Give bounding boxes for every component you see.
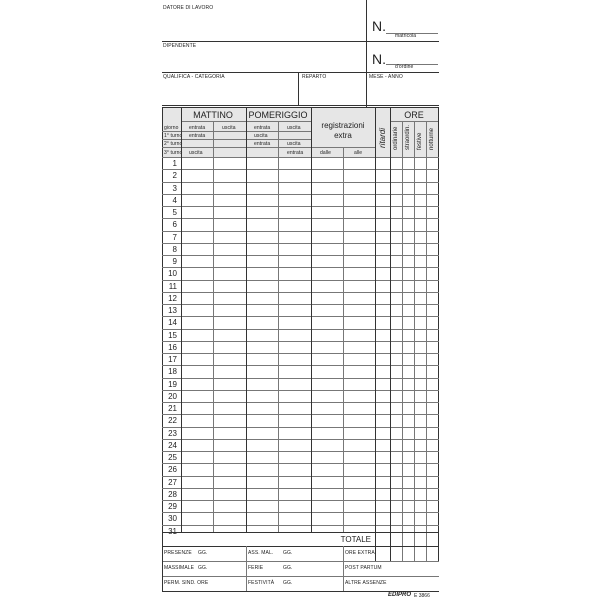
shift-label-1: 1° turno [164, 133, 183, 139]
day-entry-row[interactable] [182, 415, 438, 426]
pomeriggio-giorno-entrata: entrata [254, 125, 271, 131]
day-entry-row[interactable] [182, 305, 438, 316]
ore-col-festive: festive [417, 132, 423, 150]
shift-label-3: 3° turno [164, 150, 183, 156]
ore-header: ORE [404, 110, 424, 120]
perm-sind-label: PERM. SIND. ORE [164, 580, 209, 586]
reparto-label: REPARTO [302, 74, 327, 80]
day-number: 4 [172, 195, 177, 205]
day-number: 14 [168, 318, 177, 328]
pomeriggio-turno1-uscita: uscita [254, 133, 268, 139]
day-number: 5 [172, 208, 177, 217]
day-number: 2 [172, 171, 177, 181]
ass-mal-gg: GG. [283, 550, 293, 556]
matricola-label: matricola [395, 33, 417, 39]
day-number: 24 [168, 440, 177, 450]
festivita-gg: GG. [283, 580, 293, 586]
matricola-n-label: N. [372, 18, 386, 34]
day-entry-row[interactable] [182, 342, 438, 353]
day-number: 11 [168, 281, 177, 291]
ferie-gg: GG. [283, 565, 293, 571]
mattino-header: MATTINO [193, 110, 233, 120]
day-number: 21 [168, 404, 177, 413]
day-number: 26 [168, 465, 177, 475]
ordine-label: d'ordine [395, 64, 414, 70]
pomeriggio-giorno-uscita: uscita [287, 125, 301, 131]
day-number: 28 [168, 489, 177, 499]
day-number: 25 [168, 453, 177, 462]
qualifica-field[interactable] [163, 80, 297, 104]
ore-col-notturne: notturne [429, 127, 435, 150]
day-entry-row[interactable] [182, 391, 438, 402]
registrazioni-header-2: extra [334, 131, 352, 140]
employer-field[interactable] [163, 5, 363, 40]
day-entry-row[interactable] [182, 232, 438, 243]
employee-label: DIPENDENTE [163, 43, 197, 49]
ordine-n-label: N. [372, 51, 386, 67]
day-entry-row[interactable] [182, 379, 438, 390]
shift-label-giorno: giorno [164, 125, 179, 131]
day-entry-row[interactable] [182, 219, 438, 230]
ore-col-straordinarie: straordin. [405, 124, 411, 150]
day-number: 29 [168, 502, 177, 511]
day-entry-row[interactable] [182, 428, 438, 439]
mattino-turno1-entrata: entrata [189, 133, 206, 139]
day-number: 10 [168, 269, 177, 279]
day-entry-row[interactable] [182, 464, 438, 475]
day-number: 20 [168, 391, 177, 401]
ass-mal-label: ASS. MAL. [248, 550, 274, 556]
massimale-gg: GG. [198, 565, 208, 571]
day-entry-row[interactable] [182, 366, 438, 377]
day-entry-row[interactable] [182, 158, 438, 169]
day-entry-row[interactable] [182, 452, 438, 463]
mese-label: MESE - ANNO [369, 74, 403, 80]
post-partum-label: POST PARTUM [345, 565, 382, 571]
festivita-label: FESTIVITÀ [248, 580, 275, 586]
day-entry-row[interactable] [182, 317, 438, 328]
mese-field[interactable] [368, 80, 438, 104]
day-entry-row[interactable] [182, 440, 438, 451]
day-entry-row[interactable] [182, 256, 438, 267]
mattino-turno3-uscita: uscita [189, 150, 203, 156]
registrazioni-header-1: registrazioni [321, 121, 365, 130]
day-number: 19 [168, 379, 177, 389]
day-entry-row[interactable] [182, 244, 438, 255]
pomeriggio-turno2-uscita: uscita [287, 141, 301, 147]
presenze-gg: GG. [198, 550, 208, 556]
day-entry-row[interactable] [182, 293, 438, 304]
altre-assenze-label: ALTRE ASSENZE [345, 580, 387, 586]
day-entry-row[interactable] [182, 477, 438, 488]
day-number: 12 [168, 293, 177, 303]
qualifica-label: QUALIFICA - CATEGORIA [163, 74, 225, 80]
product-code: E 3866 [414, 593, 430, 599]
extra-alle: alle [354, 150, 363, 156]
day-number: 23 [168, 428, 177, 438]
massimale-label: MASSIMALE [164, 565, 195, 571]
employee-field[interactable] [163, 48, 363, 71]
day-entry-row[interactable] [182, 183, 438, 194]
day-number: 8 [172, 244, 177, 254]
ritardi-header: ritardi [378, 127, 387, 148]
day-entry-row[interactable] [182, 268, 438, 279]
day-number: 13 [168, 306, 177, 315]
ore-col-ordinarie: ordinarie [393, 126, 399, 150]
ferie-label: FERIE [248, 565, 264, 571]
day-number: 30 [168, 514, 177, 524]
day-number: 16 [168, 342, 177, 352]
day-entry-row[interactable] [182, 403, 438, 414]
matricola-field[interactable] [386, 18, 438, 33]
pomeriggio-turno3-entrata: entrata [287, 150, 304, 156]
day-entry-row[interactable] [182, 513, 438, 524]
pomeriggio-turno2-entrata: entrata [254, 141, 271, 147]
day-entry-row[interactable] [182, 354, 438, 365]
shift-label-2: 2° turno [164, 141, 183, 147]
day-number: 22 [168, 416, 177, 426]
mattino-giorno-uscita: uscita [222, 125, 236, 131]
day-number: 6 [172, 220, 177, 230]
day-entry-row[interactable] [182, 330, 438, 341]
presenze-label: PRESENZE [164, 550, 192, 556]
day-number: 17 [168, 355, 177, 364]
totale-field[interactable] [376, 533, 438, 546]
day-number: 18 [168, 367, 177, 377]
day-entry-row[interactable] [182, 501, 438, 512]
reparto-field[interactable] [300, 80, 364, 104]
ore-extra-label: ORE EXTRA [345, 550, 375, 556]
day-number: 3 [172, 183, 177, 193]
day-entry-row[interactable] [182, 170, 438, 181]
day-number: 9 [172, 257, 177, 266]
day-number: 7 [172, 232, 177, 242]
day-number: 1 [172, 159, 177, 168]
day-entry-row[interactable] [182, 281, 438, 292]
totale-label: TOTALE [340, 535, 371, 544]
day-entry-row[interactable] [182, 207, 438, 218]
day-entry-row[interactable] [182, 489, 438, 500]
employer-label: DATORE DI LAVORO [163, 5, 214, 11]
day-number: 31 [168, 526, 177, 536]
day-number: 15 [168, 330, 177, 340]
extra-dalle: dalle [320, 150, 332, 156]
ordine-field[interactable] [386, 50, 438, 64]
day-entry-row[interactable] [182, 195, 438, 206]
day-number: 27 [168, 477, 177, 487]
mattino-giorno-entrata: entrata [189, 125, 206, 131]
pomeriggio-header: POMERIGGIO [248, 110, 308, 120]
brand-logo: EDIPRO [388, 592, 412, 598]
